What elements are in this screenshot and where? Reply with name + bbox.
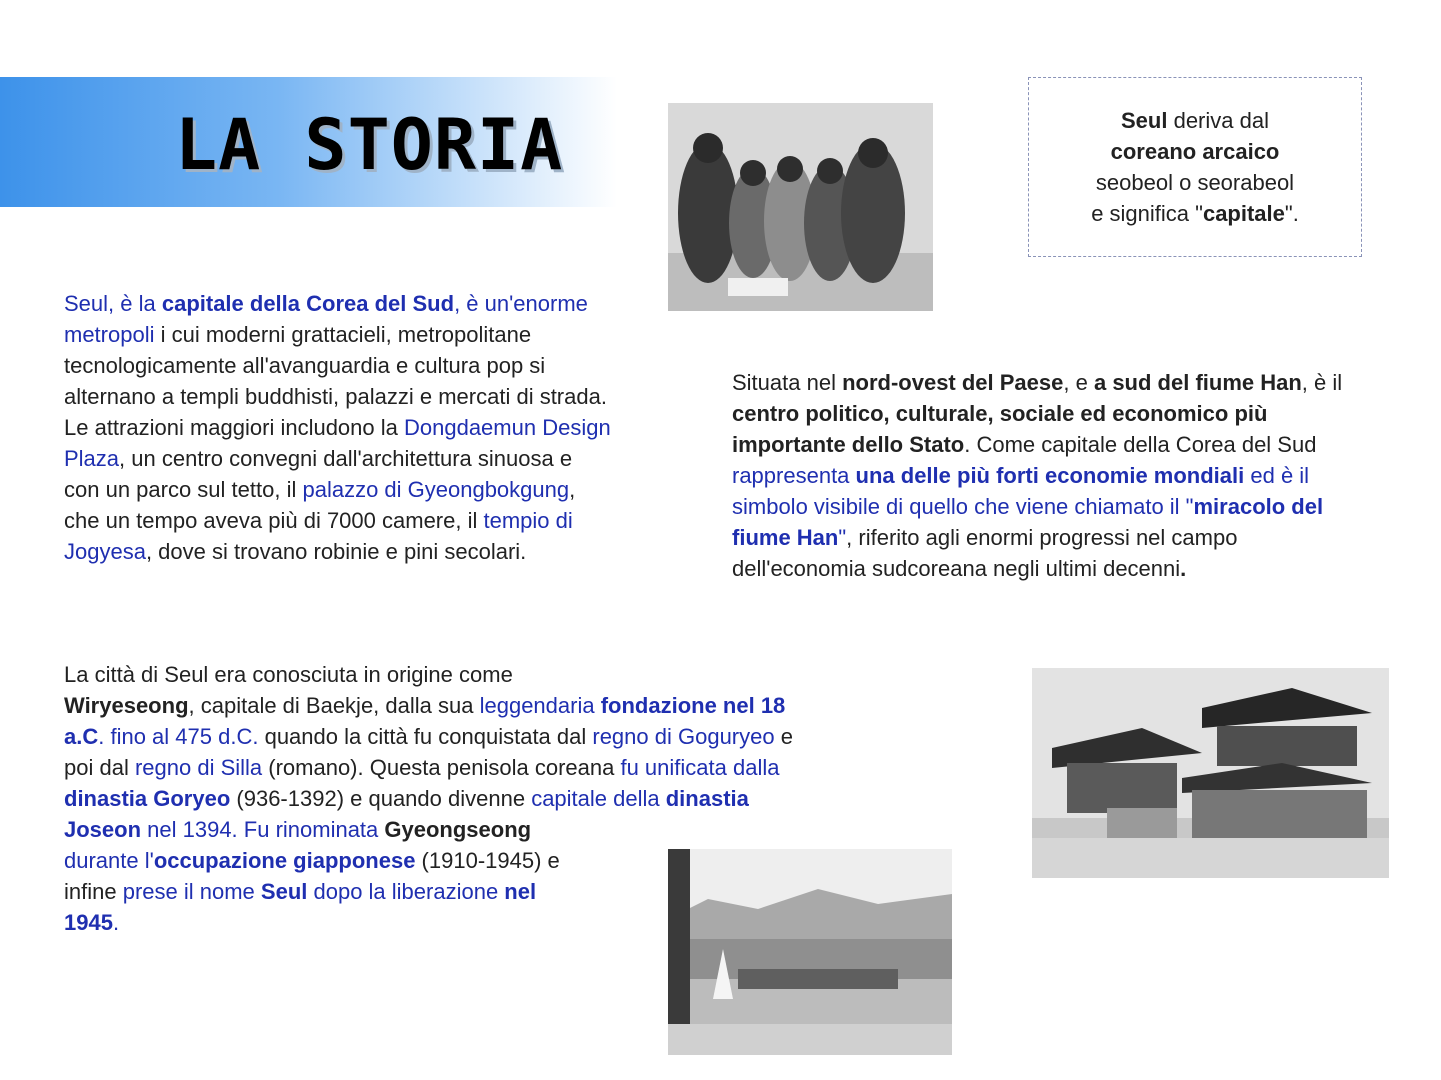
- text-span: palazzo di Gyeongbokgung: [302, 477, 570, 502]
- text-span: tempio di Jogyesa: [64, 508, 573, 564]
- text-span: capitale della Corea del Sud: [161, 291, 455, 316]
- text-span: metropoli: [64, 322, 155, 347]
- text-span: (romano). Questa penisola coreana: [262, 755, 621, 780]
- text-span: Wiryeseong: [64, 693, 189, 718]
- location-paragraph: [732, 367, 1372, 584]
- text-span: nord-ovest del Paese: [842, 370, 1064, 395]
- text-span: a sud del fiume Han: [1093, 370, 1302, 395]
- note-text: coreano arcaico: [1110, 139, 1280, 164]
- text-span: Joseon: [64, 817, 142, 842]
- text-span: dopo la liberazione: [307, 879, 505, 904]
- text-span: dinastia: [665, 786, 749, 811]
- text-span: (936-1392) e quando divenne: [230, 786, 532, 811]
- text-span: , è il: [1301, 370, 1343, 395]
- text-span: , è un'enorme: [454, 291, 588, 316]
- text-span: durante l': [64, 848, 154, 873]
- text-span: regno di Goguryeo: [592, 724, 775, 749]
- text-span: . fino al 475 d.C.: [98, 724, 259, 749]
- text-span: , e: [1063, 370, 1094, 395]
- text-span: miracolo del fiume Han: [732, 494, 1324, 550]
- text-span: La città di Seul era conosciuta in origine come: [64, 662, 513, 687]
- text-span: rappresenta: [732, 463, 856, 488]
- text-span: ": [838, 525, 847, 550]
- text-span: quando la città fu conquistata dal: [258, 724, 593, 749]
- text-span: , riferito agli enormi progressi nel campo dell'economia sudcoreana negli ultimi decenni: [732, 525, 1238, 581]
- text-span: centro politico, culturale, sociale ed economico più importante dello Stato: [732, 401, 1268, 457]
- text-span: Situata nel: [732, 370, 843, 395]
- note-text: seobeol o seorabeol: [1095, 170, 1295, 195]
- text-span: 1945: [64, 910, 113, 935]
- text-span: capitale della: [531, 786, 666, 811]
- text-span: poi dal: [64, 755, 135, 780]
- text-span: .: [1180, 556, 1187, 581]
- text-span: dinastia Goryeo: [64, 786, 231, 811]
- text-span: Dongdaemun Design Plaza: [64, 415, 611, 471]
- note-text: deriva dal: [1167, 108, 1269, 133]
- text-span: fondazione nel 18: [600, 693, 786, 718]
- text-span: i cui moderni grattacieli, metropolitane tecnologicamente all'avanguardia e cultura pop si alternano a templi buddhisti, palazzi e mercati di strada. Le attrazioni maggiori includono la: [64, 322, 607, 440]
- text-span: Gyeongseong: [384, 817, 532, 842]
- text-span: (1910-1945) e: [415, 848, 560, 873]
- photo-liberation-crowd: [668, 849, 952, 1055]
- text-span: Seul, è la: [64, 291, 162, 316]
- text-span: una delle più forti economie mondiali: [855, 463, 1245, 488]
- text-span: e: [774, 724, 793, 749]
- note-seul: Seul: [1121, 108, 1168, 133]
- page-title: LA STORIA: [175, 104, 564, 186]
- text-span: , che un tempo aveva più di 7000 camere, il: [64, 477, 576, 533]
- text-span: occupazione giapponese: [153, 848, 416, 873]
- text-span: regno di Silla: [134, 755, 263, 780]
- text-span: nel: [504, 879, 537, 904]
- text-span: , un centro convegni dall'architettura sinuosa e con un parco sul tetto, il: [64, 446, 573, 502]
- etymology-note: [1028, 77, 1362, 257]
- photo-historic-palace: [1032, 668, 1389, 878]
- text-span: infine: [64, 879, 123, 904]
- text-span: ed è il simbolo visibile di quello che viene chiamato il ": [732, 463, 1310, 519]
- intro-paragraph: [64, 288, 612, 567]
- photo-group-kneeling: [668, 103, 933, 311]
- text-span: leggendaria: [479, 693, 601, 718]
- text-span: , dove si trovano robinie e pini secolari.: [145, 539, 527, 564]
- text-span: nel 1394. Fu rinominata: [141, 817, 385, 842]
- text-span: prese il nome: [122, 879, 261, 904]
- text-span: fu unificata dalla: [620, 755, 780, 780]
- note-text: e significa ": [1091, 201, 1203, 226]
- text-span: a.C: [64, 724, 99, 749]
- note-text: ".: [1284, 201, 1299, 226]
- text-span: .: [112, 910, 120, 935]
- text-span: Seul: [260, 879, 308, 904]
- text-span: , capitale di Baekje, dalla sua: [188, 693, 480, 718]
- note-text: capitale: [1202, 201, 1285, 226]
- text-span: . Come capitale della Corea del Sud: [964, 432, 1317, 457]
